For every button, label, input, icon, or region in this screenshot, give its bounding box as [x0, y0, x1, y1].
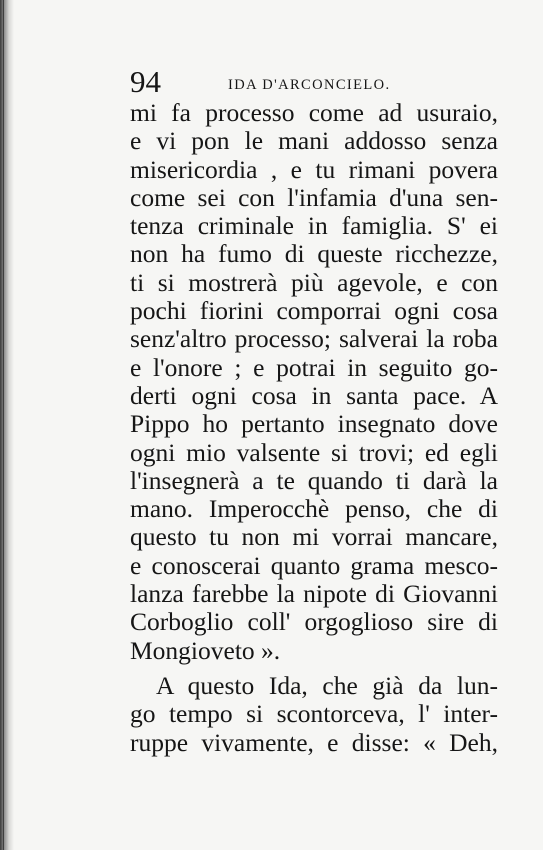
text-line: A questo Ida, che già da lun- — [156, 670, 498, 700]
paragraph-1 — [130, 99, 498, 665]
text-line: l'insegnerà a te quando ti darà la — [130, 465, 498, 495]
text-line: mano. Imperocchè penso, che di — [130, 494, 498, 524]
text-line: e l'onore ; e potrai in seguito go- — [130, 352, 498, 382]
text-line: senz'altro processo; salverai la roba — [130, 324, 498, 354]
text-line: ruppe vivamente, e disse: « Deh, — [130, 727, 498, 757]
paragraph-2 — [130, 672, 498, 757]
text-line: lanza farebbe la nipote di Giovanni — [130, 579, 498, 609]
text-line: non ha fumo di queste ricchezze, — [130, 239, 498, 269]
page-number: 94 — [130, 64, 161, 99]
text-line: derti ogni cosa in santa pace. A — [130, 380, 498, 410]
text-line: e vi pon le mani addosso senza — [130, 126, 498, 156]
text-line: mi fa processo come ad usuraio, — [130, 98, 498, 127]
body-text — [130, 99, 498, 757]
text-line: Mongioveto ». — [130, 635, 281, 665]
text-line: Pippo ho pertanto insegnato dove — [130, 409, 498, 439]
text-line: misericordia , e tu rimani povera — [130, 154, 498, 184]
text-line: pochi fiorini comporrai ogni cosa — [130, 296, 498, 326]
text-line: ogni mio valsente si trovi; ed egli — [130, 437, 498, 467]
binding-edge — [3, 0, 4, 850]
text-line: ti si mostrerà più agevole, e con — [130, 267, 498, 297]
text-line: come sei con l'infamia d'una sen- — [130, 182, 498, 212]
text-line: Corboglio coll' orgoglioso sire di — [130, 607, 498, 637]
text-line: e conoscerai quanto grama mesco- — [130, 550, 498, 580]
text-line: questo tu non mi vorrai mancare, — [130, 522, 498, 552]
running-title: IDA D'ARCONCIELO. — [228, 77, 391, 93]
text-line: go tempo si scontorceva, l' inter- — [130, 699, 498, 729]
text-line: tenza criminale in famiglia. S' ei — [130, 211, 498, 241]
